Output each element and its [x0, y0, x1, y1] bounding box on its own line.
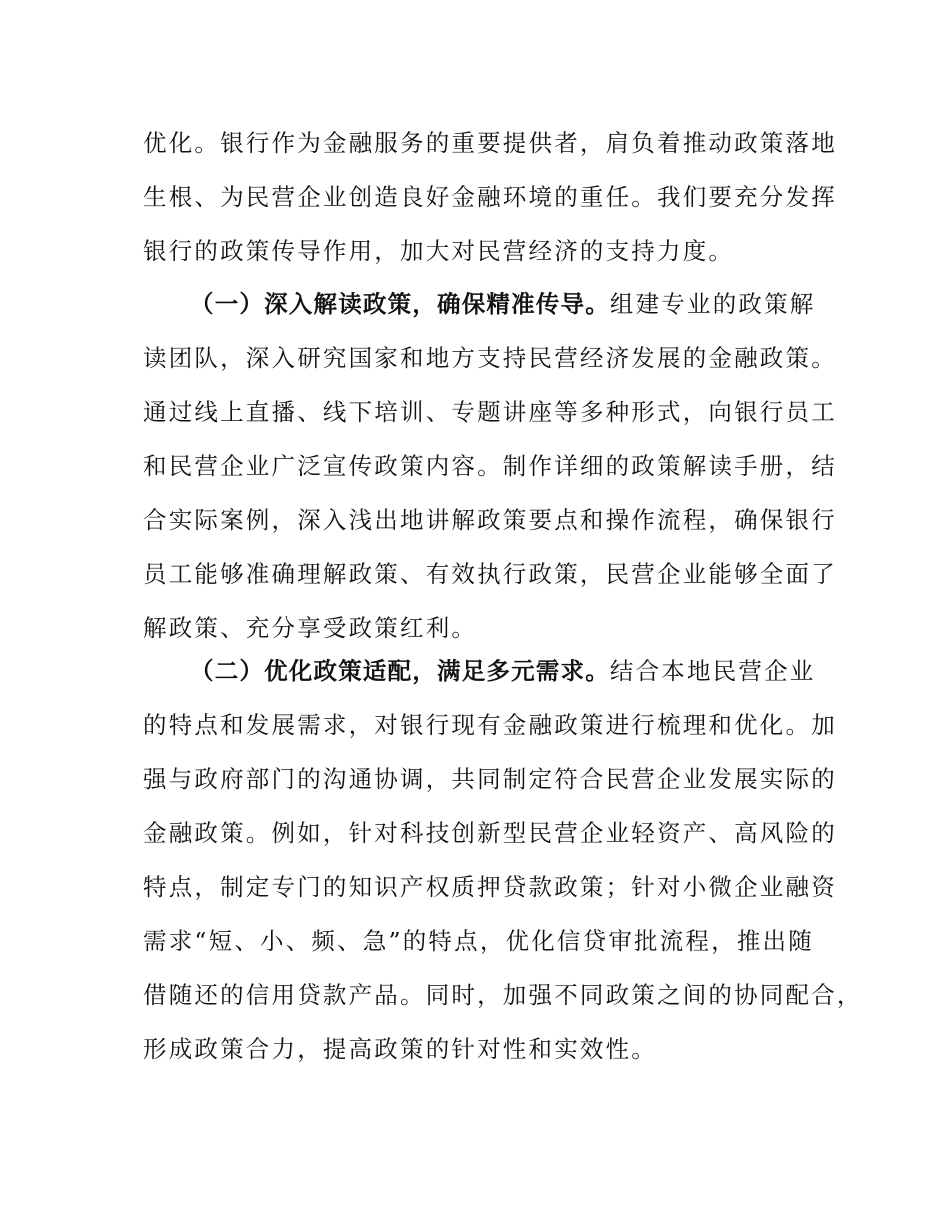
text-line: 的特点和发展需求，对银行现有金融政策进行梳理和优化。加	[143, 711, 837, 739]
text-line: 生根、为民营企业创造良好金融环境的重任。我们要充分发挥	[143, 183, 837, 211]
text-run: 结合本地民营企业	[609, 657, 816, 685]
text-line: 特点，制定专门的知识产权质押贷款政策；针对小微企业融资	[143, 873, 837, 901]
text-line: 需求“短、小、频、急”的特点，优化信贷审批流程，推出随	[143, 927, 814, 955]
text-line: 通过线上直播、线下培训、专题讲座等多种形式，向银行员工	[143, 398, 837, 426]
text-line: 优化。银行作为金融服务的重要提供者，肩负着推动政策落地	[143, 129, 837, 157]
text-line: 强与政府部门的沟通协调，共同制定符合民营企业发展实际的	[143, 765, 837, 793]
text-line: 形成政策合力，提高政策的针对性和实效性。	[143, 1035, 657, 1063]
text-line	[190, 656, 816, 686]
text-line: 合实际案例，深入浅出地讲解政策要点和操作流程，确保银行	[143, 506, 837, 534]
section-heading-1: （一）深入解读政策，确保精准传导。	[190, 290, 610, 318]
text-line: 和民营企业广泛宣传政策内容。制作详细的政策解读手册，结	[143, 452, 837, 480]
text-line: 解政策、充分享受政策红利。	[143, 614, 478, 642]
text-line: 借随还的信用贷款产品。同时，加强不同政策之间的协同配合，	[143, 981, 863, 1009]
text-line: 员工能够准确理解政策、有效执行政策，民营企业能够全面了	[143, 560, 837, 588]
text-line: 读团队，深入研究国家和地方支持民营经济发展的金融政策。	[143, 344, 837, 372]
section-heading-2: （二）优化政策适配，满足多元需求。	[190, 657, 610, 685]
text-line: 金融政策。例如，针对科技创新型民营企业轻资产、高风险的	[143, 819, 837, 847]
text-run: 组建专业的政策解	[609, 290, 816, 318]
text-line	[190, 289, 816, 319]
text-line: 银行的政策传导作用，加大对民营经济的支持力度。	[143, 237, 735, 265]
